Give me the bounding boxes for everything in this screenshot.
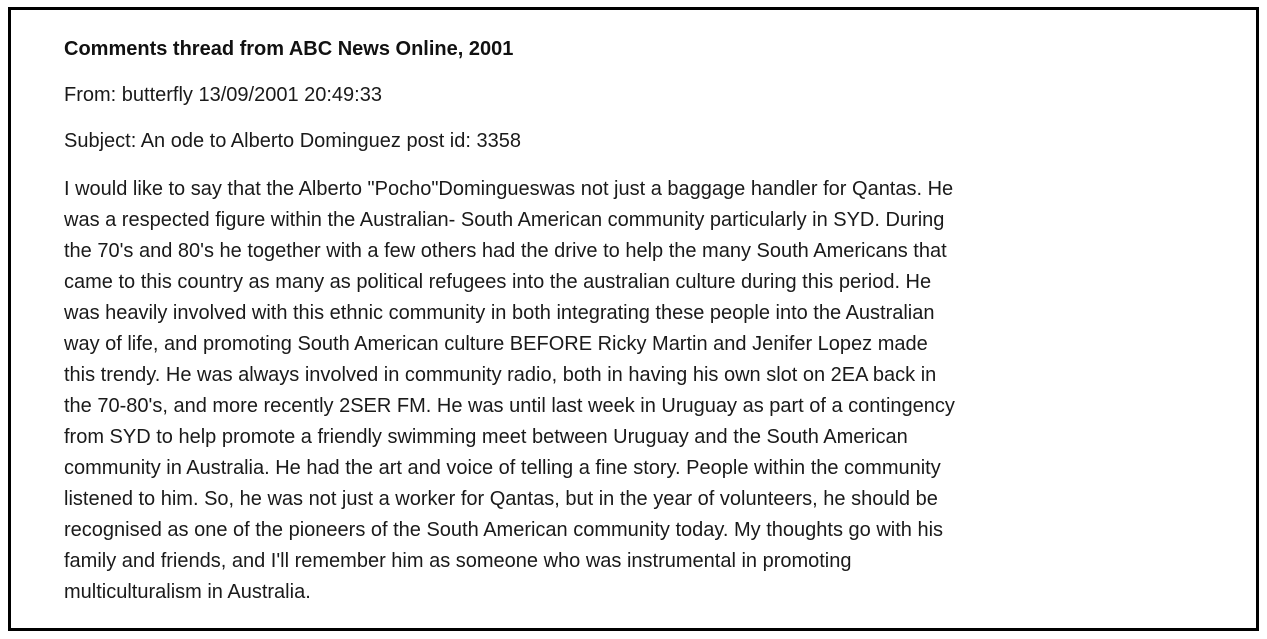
body-line: community in Australia. He had the art and voice of telling a fine story. People within the community (64, 457, 941, 479)
body-line: multiculturalism in Australia. (64, 581, 311, 603)
body-line: this trendy. He was always involved in community radio, both in having his own slot on 2EA back in (64, 364, 937, 386)
post-subject: Subject: An ode to Alberto Dominguez post id: 3358 (64, 130, 521, 152)
post-from: From: butterfly 13/09/2001 20:49:33 (64, 84, 382, 106)
document-frame (8, 7, 1259, 631)
body-line: listened to him. So, he was not just a worker for Qantas, but in the year of volunteers, he should be (64, 488, 938, 510)
post-body (64, 174, 1204, 608)
body-line: from SYD to help promote a friendly swimming meet between Uruguay and the South American (64, 426, 908, 448)
thread-title: Comments thread from ABC News Online, 2001 (64, 38, 514, 60)
body-line: was a respected figure within the Australian- South American community particularly in SYD. During (64, 209, 945, 231)
body-line: was heavily involved with this ethnic community in both integrating these people into the Australian (64, 302, 935, 324)
body-line: way of life, and promoting South American culture BEFORE Ricky Martin and Jenifer Lopez made (64, 333, 928, 355)
body-line: I would like to say that the Alberto "Pocho"Domingueswas not just a baggage handler for Qantas. He (64, 178, 954, 200)
body-line: came to this country as many as political refugees into the australian culture during this period. He (64, 271, 932, 293)
body-line: recognised as one of the pioneers of the South American community today. My thoughts go with his (64, 519, 944, 541)
comment-post (64, 36, 1204, 608)
body-line: family and friends, and I'll remember him as someone who was instrumental in promoting (64, 550, 852, 572)
body-line: the 70's and 80's he together with a few others had the drive to help the many South Americans that (64, 240, 947, 262)
body-line: the 70-80's, and more recently 2SER FM. He was until last week in Uruguay as part of a contingency (64, 395, 955, 417)
